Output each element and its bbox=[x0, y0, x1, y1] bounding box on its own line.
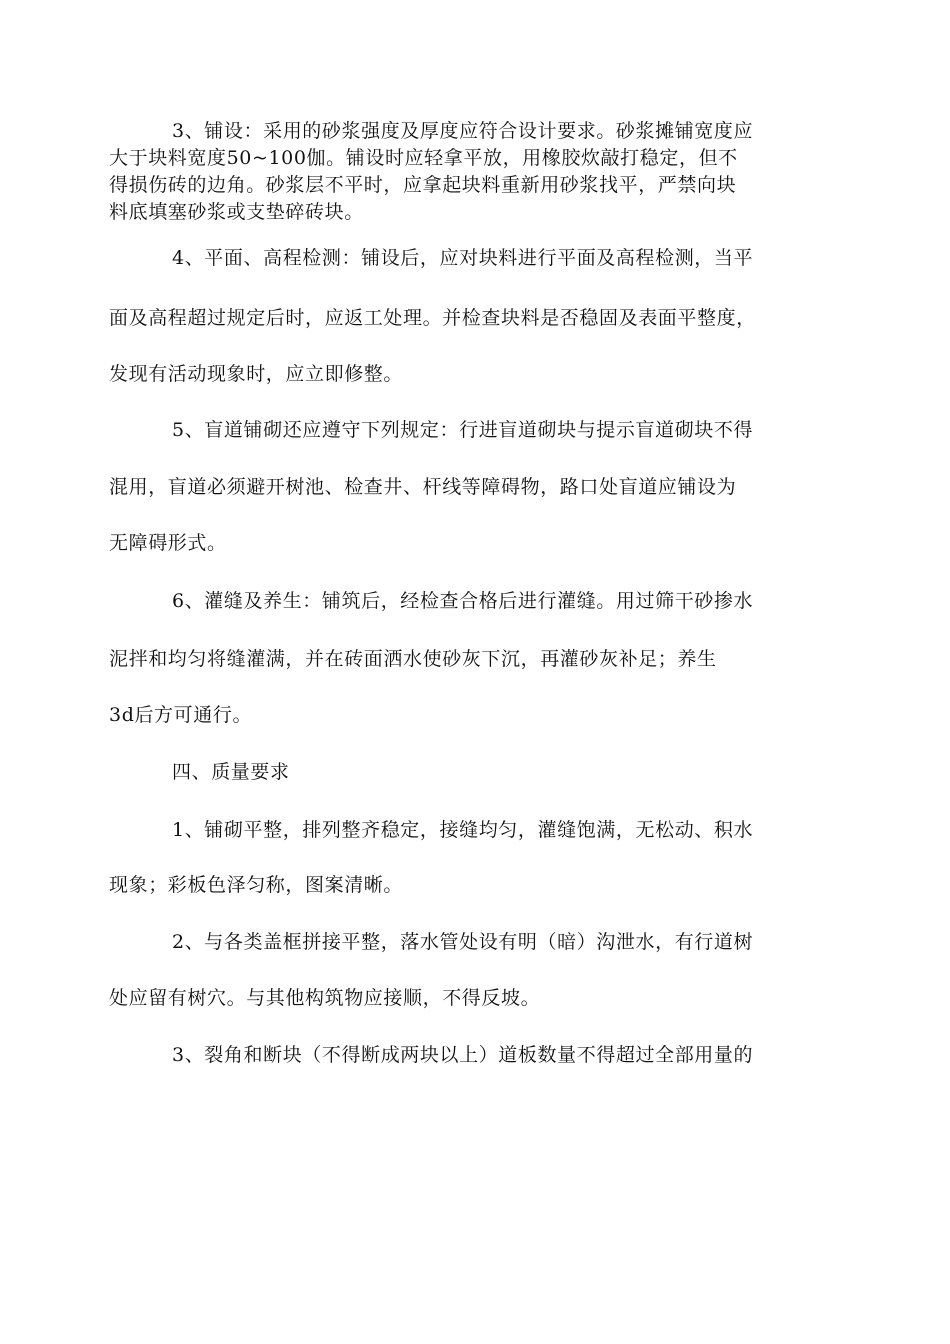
paragraph-4-line-3: 发现有活动现象时，应立即修整。 bbox=[109, 363, 404, 385]
quality-item-3-line-1: 3、裂角和断块（不得断成两块以上）道板数量不得超过全部用量的 bbox=[172, 1044, 754, 1066]
paragraph-3-line-2: 大于块料宽度50~100伽。铺设时应轻拿平放，用橡胶炊敲打稳定，但不 bbox=[109, 147, 738, 169]
quality-item-1-line-2: 现象；彩板色泽匀称，图案清晰。 bbox=[109, 874, 404, 896]
paragraph-5-line-3: 无障碍形式。 bbox=[109, 532, 227, 554]
section-heading-quality: 四、质量要求 bbox=[172, 761, 290, 783]
quality-item-1-line-1: 1、铺砌平整，排列整齐稳定，接缝均匀，灌缝饱满，无松动、积水 bbox=[172, 819, 754, 841]
paragraph-6-line-2: 泥拌和均匀将缝灌满，并在砖面洒水使砂灰下沉，再灌砂灰补足；养生 bbox=[109, 648, 717, 670]
paragraph-3-line-1: 3、铺设：采用的砂浆强度及厚度应符合设计要求。砂浆摊铺宽度应 bbox=[172, 120, 754, 142]
paragraph-4-line-2: 面及高程超过规定后时，应返工处理。并检查块料是否稳固及表面平整度， bbox=[109, 307, 756, 329]
quality-item-2-line-1: 2、与各类盖框拼接平整，落水管处设有明（暗）沟泄水，有行道树 bbox=[172, 931, 754, 953]
paragraph-4-line-1: 4、平面、高程检测：铺设后，应对块料进行平面及高程检测，当平 bbox=[172, 247, 754, 269]
paragraph-3-line-4: 料底填塞砂浆或支垫碎砖块。 bbox=[109, 201, 364, 223]
paragraph-6-line-3: 3d后方可通行。 bbox=[109, 704, 253, 726]
paragraph-5-line-1: 5、盲道铺砌还应遵守下列规定：行进盲道砌块与提示盲道砌块不得 bbox=[172, 419, 754, 441]
quality-item-2-line-2: 处应留有树穴。与其他构筑物应接顺，不得反坡。 bbox=[109, 987, 541, 1009]
paragraph-3-line-3: 得损伤砖的边角。砂浆层不平时，应拿起块料重新用砂浆找平，严禁向块 bbox=[109, 174, 737, 196]
paragraph-6-line-1: 6、灌缝及养生：铺筑后，经检查合格后进行灌缝。用过筛干砂掺水 bbox=[172, 590, 754, 612]
paragraph-5-line-2: 混用，盲道必须避开树池、检查井、杆线等障碍物，路口处盲道应铺设为 bbox=[109, 476, 737, 498]
